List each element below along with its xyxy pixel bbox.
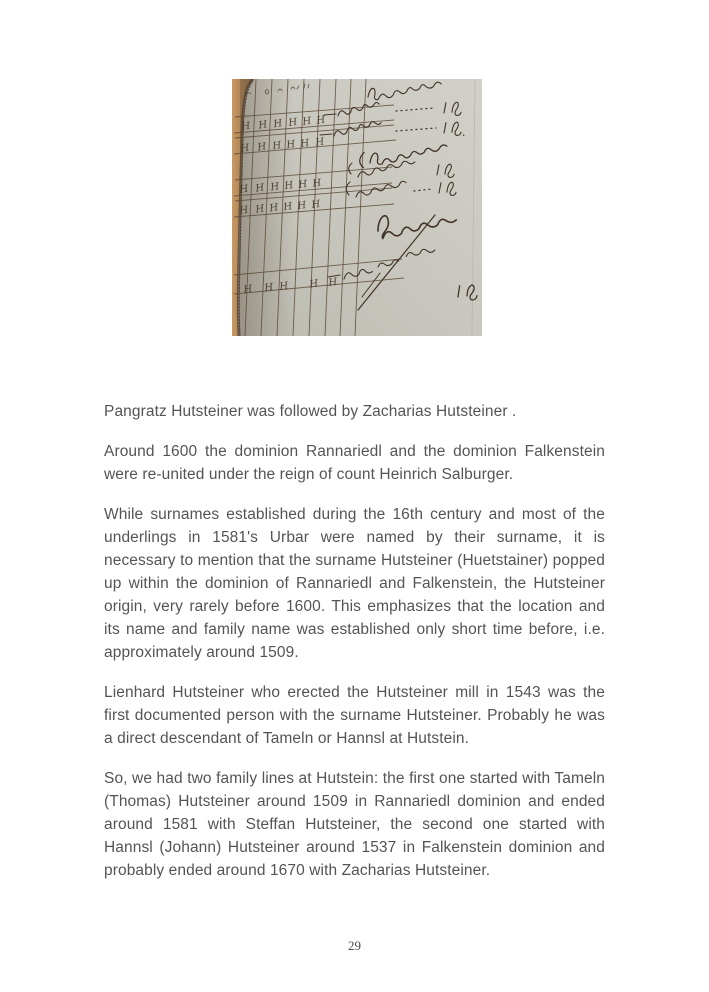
- tally-glyph: H: [299, 137, 311, 151]
- tally-glyph: H: [296, 199, 308, 213]
- manuscript-photo: [232, 79, 482, 336]
- tally-glyph: H: [283, 180, 295, 193]
- paragraph-3: While surnames established during the 16th century and most of the underlings in 1581's Urbar were named by their surname, it is necessary to mention that the surname Hutsteiner (Huetstainer) popped up within the dominion of Rannariedl and Falkenstein, the Hutsteiner origin, very rarely before 1600. This emphasizes that the location and its name and family name was established only short time before, i.e. approximately around 1509.: [104, 506, 605, 661]
- tally-glyph: H: [256, 141, 268, 154]
- tally-glyph: H: [257, 119, 269, 132]
- tally-glyph: H: [242, 283, 254, 296]
- tally-glyph: H: [285, 138, 297, 152]
- paragraph-1: Pangratz Hutsteiner was followed by Zacharias Hutsteiner .: [104, 403, 517, 420]
- tally-glyph: H: [311, 177, 323, 190]
- tally-glyph: H: [315, 114, 327, 127]
- tally-glyph: H: [297, 178, 309, 192]
- tally-glyph: H: [327, 276, 339, 289]
- tally-glyph: H: [254, 203, 266, 216]
- tally-glyph: H: [254, 182, 266, 195]
- tally-glyph: H: [239, 142, 251, 155]
- body-text: [104, 400, 605, 882]
- tally-glyph: H: [238, 204, 250, 217]
- tally-glyph: H: [287, 116, 299, 130]
- tally-glyph: H: [278, 280, 290, 294]
- tally-glyph: H: [282, 201, 294, 214]
- tally-glyph: H: [238, 183, 250, 196]
- tally-glyph: H: [240, 120, 252, 133]
- tally-glyph: H: [271, 140, 283, 153]
- tally-glyph: H: [314, 136, 326, 149]
- tally-glyph: H: [268, 202, 280, 215]
- manuscript-figure: [232, 79, 482, 336]
- tally-glyph: H: [269, 181, 281, 194]
- tally-glyph: H: [301, 115, 313, 128]
- paragraph-2: Around 1600 the dominion Rannariedl and the dominion Falkenstein were re-united under the reign of count Heinrich Salburger.: [104, 443, 605, 483]
- page-number: 29: [348, 938, 361, 953]
- tally-glyph: H: [310, 198, 322, 212]
- tally-glyph: H: [308, 278, 320, 291]
- paragraph-4: Lienhard Hutsteiner who erected the Hutsteiner mill in 1543 was the first documented person with the surname Hutsteiner. Probably he was a direct descendant of Tameln or Hannsl at Hutstein.: [104, 684, 605, 747]
- paragraph-5: So, we had two family lines at Hutstein: the first one started with Tameln (Thomas) Hutsteiner around 1509 in Rannariedl dominion and ended around 1581 with Steffan Hutsteiner, the second one started with Hannsl (Johann) Hutsteiner around 1537 in Falkenstein dominion and probably ended around 1670 with Zacharias Hutsteiner.: [104, 770, 605, 879]
- tally-glyph: H: [263, 282, 275, 295]
- tally-glyph: H: [272, 118, 284, 131]
